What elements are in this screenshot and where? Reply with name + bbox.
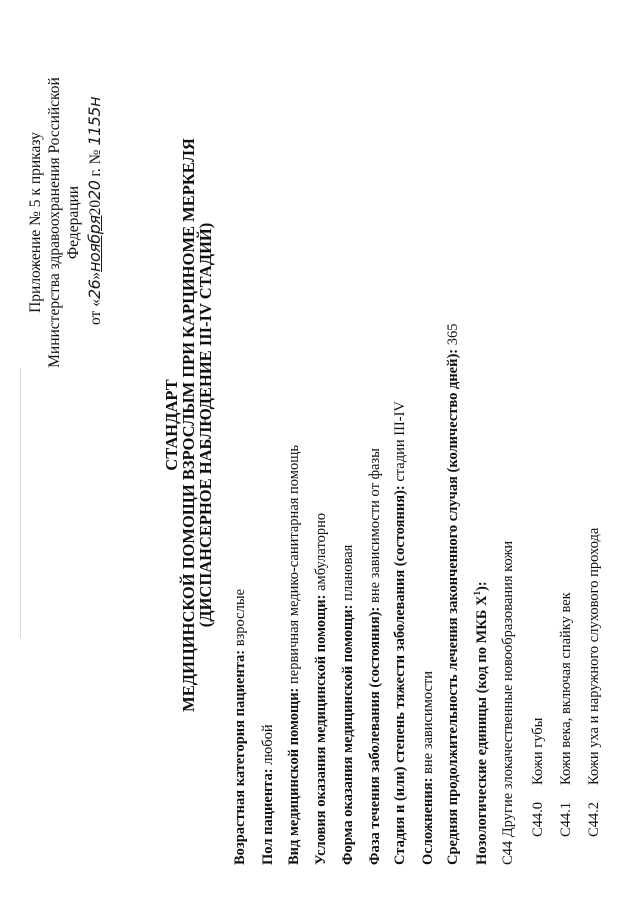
order-date-line [85,97,105,325]
title-line-2: МЕДИЦИНСКОЙ ПОМОЩИ ВЗРОСЛЫМ ПРИ КАРЦИНОМЕ МЕРКЕЛЯ [179,138,198,712]
field-value: стадии III-IV [392,401,408,486]
field-stage [392,401,409,865]
appendix-line-2: Министерства здравоохранения Российской [46,77,63,368]
icd-code: C44.2 [586,801,602,837]
field-value: плановая [340,544,356,605]
field-value: вне зависимости [420,670,436,778]
field-label: Фаза течения заболевания (состояния): [367,606,383,865]
appendix-line-3: Федерации [65,185,82,260]
order-month: ноября [85,215,104,272]
field-duration [445,324,462,866]
order-year-word: г. № [87,149,104,177]
order-year-suffix: 20 [85,180,104,200]
icd-code: C44.0 [530,801,546,837]
field-label: Средняя продолжительность лечения законченного случая (количество дней): [445,348,461,865]
order-year-prefix: 20 [87,199,104,216]
field-value: вне зависимости от фазы [367,448,383,607]
icd-label: Нозологические единицы (код по МКБ X [473,595,490,865]
icd-code: C44.1 [558,801,574,837]
order-day: 26 [85,279,104,300]
appendix-line-1: Приложение № 5 к приказу [27,132,44,313]
field-label: Вид медицинской помощи: [286,687,302,865]
field-phase [367,448,384,865]
field-value: взрослые [232,588,248,650]
field-label: Осложнения: [420,777,436,865]
field-value: первичная медико-санитарная помощь [286,445,302,688]
field-complications [420,671,437,865]
title-line-3: (ДИСПАНСЕРНОЕ НАБЛЮДЕНИЕ III-IV СТАДИЙ) [196,222,215,628]
icd-label-end: ): [473,581,490,591]
icd-name: Кожи губы [530,717,546,785]
icd-footnote-mark: 1 [472,591,482,596]
order-close-quote: » [87,271,104,280]
icd-group: C44 Другие злокачественные новообразования кожи [500,540,516,865]
icd-name: Кожи века, включая спайку век [558,592,574,785]
field-label: Форма оказания медицинской помощи: [340,604,356,865]
icd-heading [472,581,491,865]
field-age [232,589,249,865]
field-care-type [286,445,303,865]
field-care-form [340,545,357,865]
field-value: 365 [445,323,461,349]
title-line-1: СТАНДАРТ [162,379,181,471]
document-title [163,65,214,785]
order-number: 1155н [85,96,104,146]
field-value: любой [260,724,276,769]
field-label: Стадия и (или) степень тяжести заболевания (состояния): [392,485,408,865]
field-label: Условия оказания медицинской помощи: [313,594,329,865]
field-value: амбулаторно [313,512,329,595]
icd-name: Кожи уха и наружного слухового прохода [586,527,602,785]
field-label: Возрастная категория пациента: [232,649,248,865]
order-from: от « [87,299,104,325]
field-sex [260,724,277,865]
field-care-conditions [313,513,330,865]
field-label: Пол пациента: [260,768,276,865]
appendix-block [26,10,83,435]
